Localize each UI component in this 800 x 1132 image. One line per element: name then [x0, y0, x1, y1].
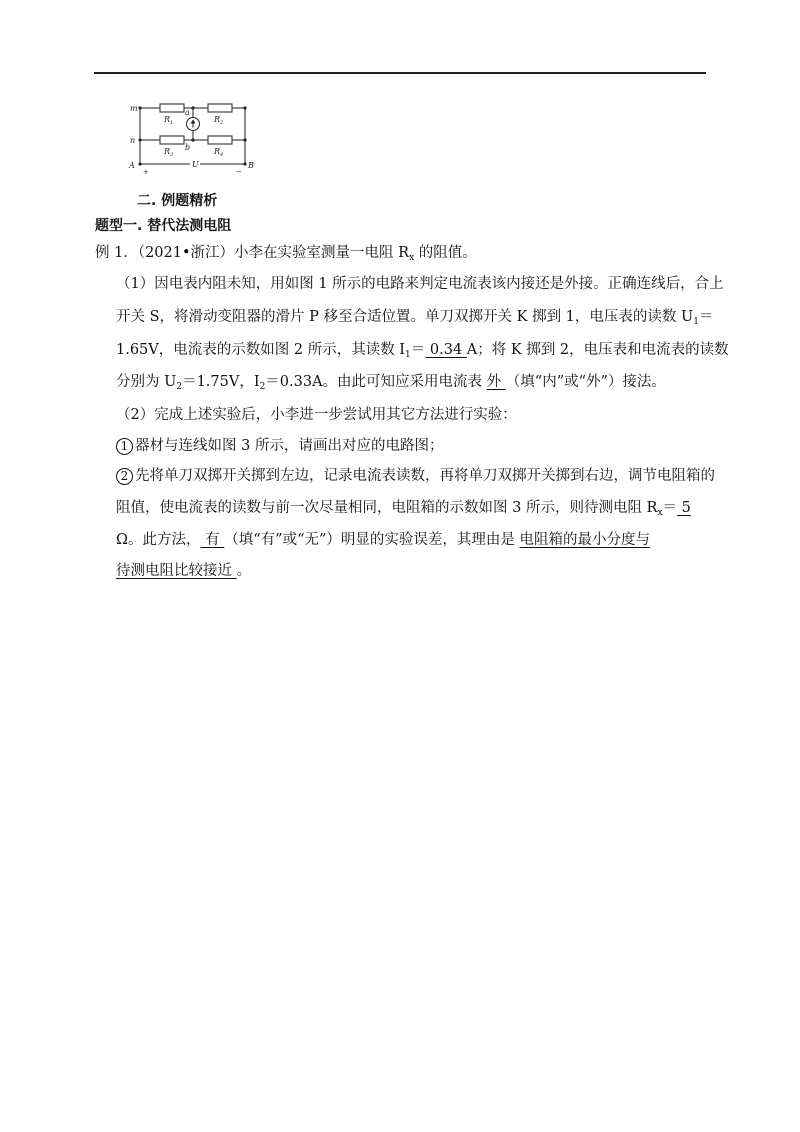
answer-resistance: 5: [677, 500, 691, 516]
answer-connection-type: 外: [486, 374, 506, 390]
resistor-R1-label: $R_1$: [164, 115, 174, 126]
answer-reason: 电阻箱的最小分度与: [519, 532, 651, 548]
example-intro: 例 1．（2021•浙江）小李在实验室测量一电阻 $R_x$ 的阻值。: [95, 245, 477, 263]
para1-line1: （1）因电表内阻未知，用如图 1 所示的电路来判定电流表该内接还是外接。正确连线后，合上: [116, 276, 724, 292]
node-a-label: a: [185, 108, 190, 117]
header-rule: [94, 72, 706, 74]
para2-line6: 待测电阻比较接近 。: [116, 563, 252, 579]
para1-line4: 分别为 $U_2=1.75V$，$I_2=0.33A$。由此可知应采用电流表 外 （填“内”或“外”）接法。: [116, 374, 666, 392]
para2-item2: 2 先将单刀双掷开关掷到左边，记录电流表读数，再将单刀双掷开关掷到右边，调节电阻箱的: [116, 466, 715, 486]
answer-error: 有: [200, 532, 225, 548]
resistor-R2-label: $R_2$: [214, 115, 224, 126]
resistor-R3-label: $R_3$: [164, 147, 174, 158]
answer-current-reading: 0.34: [425, 342, 467, 358]
resistor-R4-label: $R_4$: [214, 147, 224, 158]
type-title: 题型一. 替代法测电阻: [95, 218, 232, 234]
minus-sign: −: [236, 168, 242, 176]
terminal-B-label: B: [248, 161, 254, 170]
node-b-label: b: [185, 143, 191, 152]
para2-line4: 阻值，使电流表的读数与前一次尽量相同，电阻箱的示数如图 3 所示，则待测电阻 $R_x= 5$: [116, 500, 691, 518]
para2-line1: （2）完成上述实验后，小李进一步尝试用其它方法进行实验：: [116, 407, 517, 423]
voltage-U-label: U: [192, 160, 199, 169]
section-heading: 二. 例题精析: [137, 193, 218, 209]
para2-item1: 1 器材与连线如图 3 所示，请画出对应的电路图；: [116, 436, 443, 456]
node-n-label: n: [130, 136, 136, 145]
answer-reason-cont: 待测电阻比较接近: [116, 563, 237, 579]
node-m-label: m: [130, 104, 138, 113]
para2-line5: Ω。此方法， 有 （填“有”或“无”）明显的实验误差，其理由是 电阻箱的最小分度与: [116, 532, 651, 548]
circuit-diagram: [126, 100, 258, 176]
circled-number-2: 2: [116, 468, 133, 485]
circled-number-1: 1: [116, 438, 133, 455]
para1-line2: 开关 S，将滑动变阻器的滑片 P 移至合适位置。单刀双掷开关 K 掷到 1，电压表的读数 $U_1=$: [116, 309, 714, 327]
terminal-A-label: A: [129, 161, 135, 170]
para1-line3: 1.65V，电流表的示数如图 2 所示，其读数 $I_1= 0.34$ A；将 K 掷到 2，电压表和电流表的读数: [116, 342, 729, 360]
plus-sign: +: [143, 168, 149, 176]
